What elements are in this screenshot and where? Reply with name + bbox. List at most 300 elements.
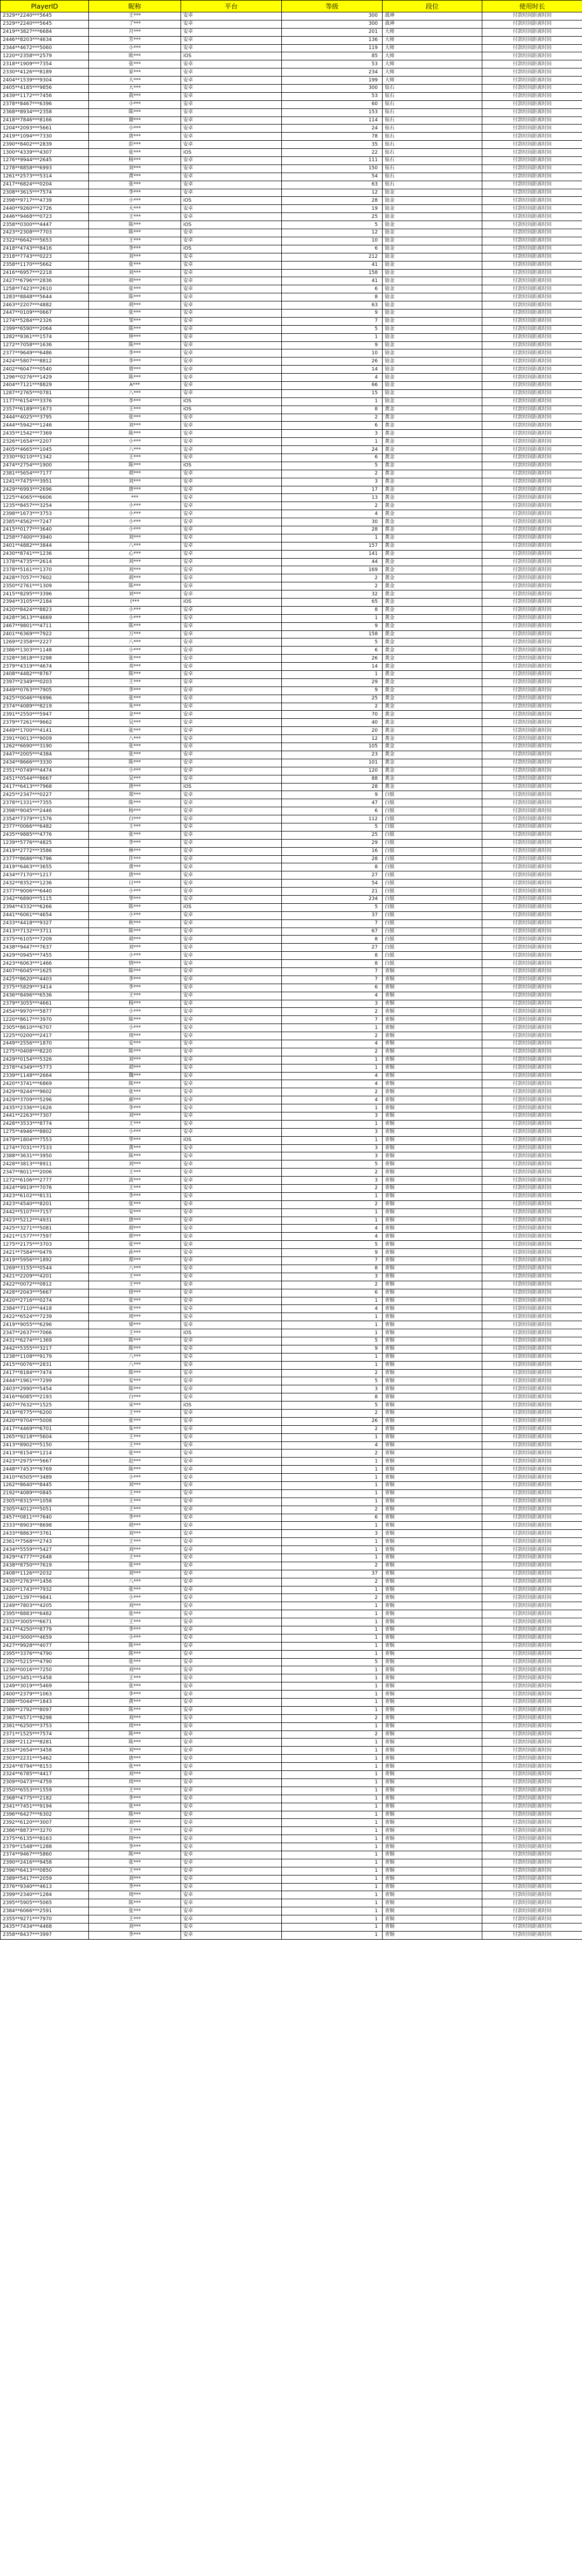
table-row[interactable] bbox=[1, 1803, 582, 1811]
table-row[interactable] bbox=[1, 366, 582, 374]
table-row[interactable] bbox=[1, 1506, 582, 1514]
header-nickname[interactable]: 昵称 bbox=[89, 1, 181, 12]
table-row[interactable] bbox=[1, 1907, 582, 1915]
table-row[interactable] bbox=[1, 1795, 582, 1803]
table-row[interactable] bbox=[1, 542, 582, 550]
cell-platform: 安卓 bbox=[181, 566, 282, 574]
table-row[interactable] bbox=[1, 526, 582, 534]
table-row[interactable] bbox=[1, 1458, 582, 1466]
table-row[interactable] bbox=[1, 1674, 582, 1682]
table-row[interactable] bbox=[1, 317, 582, 325]
cell-duration: 付款时间距离时间 bbox=[482, 1289, 582, 1297]
table-row[interactable] bbox=[1, 1835, 582, 1843]
table-row[interactable] bbox=[1, 743, 582, 751]
table-row[interactable] bbox=[1, 1409, 582, 1417]
cell-level: 199 bbox=[282, 77, 383, 85]
table-row[interactable] bbox=[1, 1000, 582, 1008]
table-row[interactable] bbox=[1, 197, 582, 205]
table-row[interactable] bbox=[1, 1691, 582, 1699]
table-row[interactable] bbox=[1, 791, 582, 799]
table-row[interactable] bbox=[1, 1747, 582, 1755]
table-row[interactable] bbox=[1, 1514, 582, 1522]
table-row[interactable] bbox=[1, 1618, 582, 1626]
table-row[interactable] bbox=[1, 1048, 582, 1056]
table-row[interactable] bbox=[1, 1064, 582, 1072]
table-row[interactable] bbox=[1, 815, 582, 823]
cell-nickname: 八*** bbox=[89, 542, 181, 550]
header-platform[interactable]: 平台 bbox=[181, 1, 282, 12]
cell-platform: 安卓 bbox=[181, 253, 282, 261]
table-row[interactable] bbox=[1, 847, 582, 855]
table-row[interactable] bbox=[1, 558, 582, 566]
table-row[interactable] bbox=[1, 1586, 582, 1594]
table-row[interactable] bbox=[1, 77, 582, 85]
header-level[interactable]: 等级 bbox=[282, 1, 383, 12]
table-row[interactable] bbox=[1, 582, 582, 590]
table-row[interactable] bbox=[1, 799, 582, 807]
table-row[interactable] bbox=[1, 1634, 582, 1642]
cell-player-id: 2428**2043***5667 bbox=[1, 1289, 89, 1297]
table-row[interactable] bbox=[1, 1233, 582, 1241]
table-row[interactable] bbox=[1, 686, 582, 695]
table-row[interactable] bbox=[1, 1393, 582, 1402]
table-row[interactable] bbox=[1, 590, 582, 599]
table-row[interactable] bbox=[1, 245, 582, 253]
table-row[interactable] bbox=[1, 880, 582, 888]
table-row[interactable] bbox=[1, 839, 582, 847]
table-row[interactable] bbox=[1, 1883, 582, 1891]
table-row[interactable] bbox=[1, 1128, 582, 1136]
table-row[interactable] bbox=[1, 1578, 582, 1586]
table-row[interactable] bbox=[1, 1297, 582, 1305]
table-row[interactable] bbox=[1, 1474, 582, 1482]
table-row[interactable] bbox=[1, 1610, 582, 1618]
cell-level: 7 bbox=[282, 1016, 383, 1024]
table-row[interactable] bbox=[1, 1200, 582, 1208]
table-row[interactable] bbox=[1, 711, 582, 719]
table-row[interactable] bbox=[1, 1843, 582, 1851]
table-row[interactable] bbox=[1, 606, 582, 614]
table-row[interactable] bbox=[1, 1273, 582, 1281]
table-row[interactable] bbox=[1, 903, 582, 911]
table-row[interactable] bbox=[1, 213, 582, 221]
cell-duration: 付款时间距离时间 bbox=[482, 446, 582, 454]
table-row[interactable] bbox=[1, 599, 582, 607]
table-row[interactable] bbox=[1, 1016, 582, 1024]
table-row[interactable] bbox=[1, 703, 582, 711]
table-row[interactable] bbox=[1, 574, 582, 582]
table-row[interactable] bbox=[1, 1931, 582, 1939]
table-row[interactable] bbox=[1, 92, 582, 100]
table-row[interactable] bbox=[1, 1666, 582, 1674]
table-row[interactable] bbox=[1, 1923, 582, 1931]
table-row[interactable] bbox=[1, 1739, 582, 1747]
table-row[interactable] bbox=[1, 759, 582, 767]
table-row[interactable] bbox=[1, 1497, 582, 1506]
table-row[interactable] bbox=[1, 1755, 582, 1763]
table-row[interactable] bbox=[1, 293, 582, 301]
cell-platform: 安卓 bbox=[181, 1803, 282, 1811]
table-row[interactable] bbox=[1, 638, 582, 647]
cell-rank: 青铜 bbox=[383, 1674, 482, 1682]
table-row[interactable] bbox=[1, 1658, 582, 1666]
table-row[interactable] bbox=[1, 1425, 582, 1433]
table-row[interactable] bbox=[1, 205, 582, 213]
table-row[interactable] bbox=[1, 1867, 582, 1875]
table-row[interactable] bbox=[1, 1281, 582, 1289]
cell-nickname: 杨*** bbox=[89, 1000, 181, 1008]
table-row[interactable] bbox=[1, 1257, 582, 1265]
table-row[interactable] bbox=[1, 277, 582, 285]
table-row[interactable] bbox=[1, 1337, 582, 1345]
table-row[interactable] bbox=[1, 1546, 582, 1554]
table-row[interactable] bbox=[1, 1169, 582, 1177]
table-row[interactable] bbox=[1, 502, 582, 510]
table-row[interactable] bbox=[1, 349, 582, 358]
cell-nickname: 芳*** bbox=[89, 36, 181, 44]
table-row[interactable] bbox=[1, 1040, 582, 1048]
table-row[interactable] bbox=[1, 1562, 582, 1570]
table-row[interactable] bbox=[1, 919, 582, 928]
cell-duration: 付款时间距离时间 bbox=[482, 181, 582, 189]
table-row[interactable] bbox=[1, 285, 582, 293]
table-row[interactable] bbox=[1, 1265, 582, 1273]
table-row[interactable] bbox=[1, 952, 582, 960]
table-row[interactable] bbox=[1, 783, 582, 791]
table-row[interactable] bbox=[1, 20, 582, 28]
table-row[interactable] bbox=[1, 438, 582, 446]
table-row[interactable] bbox=[1, 992, 582, 1000]
cell-platform: 安卓 bbox=[181, 1425, 282, 1433]
table-row[interactable] bbox=[1, 1682, 582, 1691]
table-row[interactable] bbox=[1, 125, 582, 133]
table-row[interactable] bbox=[1, 1056, 582, 1064]
table-row[interactable] bbox=[1, 1522, 582, 1530]
cell-platform: 安卓 bbox=[181, 12, 282, 20]
table-row[interactable] bbox=[1, 1699, 582, 1707]
table-row[interactable] bbox=[1, 888, 582, 896]
table-row[interactable] bbox=[1, 333, 582, 341]
table-row[interactable] bbox=[1, 1160, 582, 1169]
table-row[interactable] bbox=[1, 566, 582, 574]
table-row[interactable] bbox=[1, 1730, 582, 1739]
table-row[interactable] bbox=[1, 1249, 582, 1257]
table-row[interactable] bbox=[1, 1008, 582, 1016]
table-row[interactable] bbox=[1, 1706, 582, 1714]
table-row[interactable] bbox=[1, 1377, 582, 1385]
table-row[interactable] bbox=[1, 28, 582, 36]
cell-level: 2 bbox=[282, 1562, 383, 1570]
table-row[interactable] bbox=[1, 133, 582, 141]
table-row[interactable] bbox=[1, 454, 582, 462]
cell-level: 234 bbox=[282, 895, 383, 903]
table-row[interactable] bbox=[1, 1570, 582, 1578]
table-row[interactable] bbox=[1, 751, 582, 759]
cell-player-id: 2350**2761***1309 bbox=[1, 582, 89, 590]
table-row[interactable] bbox=[1, 831, 582, 839]
table-row[interactable] bbox=[1, 157, 582, 165]
cell-nickname: 刘*** bbox=[89, 1747, 181, 1755]
cell-rank: 白银 bbox=[383, 944, 482, 952]
table-row[interactable] bbox=[1, 1369, 582, 1377]
table-row[interactable] bbox=[1, 237, 582, 245]
table-row[interactable] bbox=[1, 1096, 582, 1104]
cell-rank: 黄金 bbox=[383, 703, 482, 711]
cell-nickname: 张*** bbox=[89, 727, 181, 735]
table-row[interactable] bbox=[1, 775, 582, 783]
table-row[interactable] bbox=[1, 863, 582, 871]
cell-nickname: 八*** bbox=[89, 1353, 181, 1361]
table-row[interactable] bbox=[1, 1489, 582, 1497]
table-row[interactable] bbox=[1, 1225, 582, 1233]
table-row[interactable] bbox=[1, 1208, 582, 1217]
table-row[interactable] bbox=[1, 976, 582, 984]
cell-duration: 付款时间距离时间 bbox=[482, 261, 582, 269]
table-row[interactable] bbox=[1, 1851, 582, 1859]
header-duration[interactable]: 使用时长 bbox=[482, 1, 582, 12]
cell-nickname: 张*** bbox=[89, 1305, 181, 1313]
table-row[interactable] bbox=[1, 1602, 582, 1610]
table-row[interactable] bbox=[1, 1144, 582, 1152]
cell-duration: 付款时间距离时间 bbox=[482, 630, 582, 638]
table-row[interactable] bbox=[1, 1538, 582, 1546]
cell-rank: 铂金 bbox=[383, 301, 482, 310]
table-row[interactable] bbox=[1, 960, 582, 968]
table-row[interactable] bbox=[1, 1433, 582, 1441]
table-row[interactable] bbox=[1, 695, 582, 703]
table-row[interactable] bbox=[1, 1192, 582, 1200]
table-row[interactable] bbox=[1, 68, 582, 77]
table-row[interactable] bbox=[1, 678, 582, 686]
table-row[interactable] bbox=[1, 1217, 582, 1225]
table-row[interactable] bbox=[1, 1417, 582, 1425]
cell-nickname: 唐*** bbox=[89, 1755, 181, 1763]
table-row[interactable] bbox=[1, 173, 582, 181]
table-row[interactable] bbox=[1, 149, 582, 157]
table-row[interactable] bbox=[1, 1120, 582, 1128]
table-row[interactable] bbox=[1, 823, 582, 831]
table-row[interactable] bbox=[1, 1827, 582, 1835]
table-row[interactable] bbox=[1, 1859, 582, 1867]
table-row[interactable] bbox=[1, 1899, 582, 1907]
cell-level: 1 bbox=[282, 1481, 383, 1489]
table-row[interactable] bbox=[1, 358, 582, 366]
table-row[interactable] bbox=[1, 727, 582, 735]
table-row[interactable] bbox=[1, 164, 582, 173]
table-row[interactable] bbox=[1, 414, 582, 422]
table-row[interactable] bbox=[1, 1763, 582, 1771]
table-row[interactable] bbox=[1, 189, 582, 197]
table-row[interactable] bbox=[1, 647, 582, 655]
table-row[interactable] bbox=[1, 622, 582, 630]
table-row[interactable] bbox=[1, 936, 582, 944]
table-row[interactable] bbox=[1, 1289, 582, 1297]
table-row[interactable] bbox=[1, 1385, 582, 1393]
cell-player-id: 2390**2416***9458 bbox=[1, 1859, 89, 1867]
table-row[interactable] bbox=[1, 967, 582, 976]
cell-rank: 青铜 bbox=[383, 1554, 482, 1562]
table-row[interactable] bbox=[1, 470, 582, 478]
table-row[interactable] bbox=[1, 1088, 582, 1096]
table-row[interactable] bbox=[1, 1152, 582, 1160]
table-row[interactable] bbox=[1, 1321, 582, 1329]
table-row[interactable] bbox=[1, 141, 582, 149]
cell-duration: 付款时间距离时间 bbox=[482, 1691, 582, 1699]
table-row[interactable] bbox=[1, 1811, 582, 1819]
table-row[interactable] bbox=[1, 253, 582, 261]
table-row[interactable] bbox=[1, 1353, 582, 1361]
table-row[interactable] bbox=[1, 1402, 582, 1410]
table-row[interactable] bbox=[1, 1466, 582, 1474]
table-row[interactable] bbox=[1, 494, 582, 502]
table-row[interactable] bbox=[1, 807, 582, 815]
table-row[interactable] bbox=[1, 1072, 582, 1080]
table-row[interactable] bbox=[1, 446, 582, 454]
table-row[interactable] bbox=[1, 510, 582, 518]
table-row[interactable] bbox=[1, 1305, 582, 1313]
table-row[interactable] bbox=[1, 871, 582, 880]
table-row[interactable] bbox=[1, 1329, 582, 1337]
table-row[interactable] bbox=[1, 1345, 582, 1353]
table-row[interactable] bbox=[1, 1626, 582, 1634]
table-row[interactable] bbox=[1, 1714, 582, 1722]
table-row[interactable] bbox=[1, 1112, 582, 1121]
header-rank[interactable]: 段位 bbox=[383, 1, 482, 12]
table-row[interactable] bbox=[1, 430, 582, 438]
table-row[interactable] bbox=[1, 614, 582, 622]
table-row[interactable] bbox=[1, 44, 582, 52]
table-row[interactable] bbox=[1, 486, 582, 494]
table-row[interactable] bbox=[1, 36, 582, 44]
cell-level: 1 bbox=[282, 1835, 383, 1843]
table-body bbox=[1, 12, 582, 1940]
table-row[interactable] bbox=[1, 1915, 582, 1924]
table-row[interactable] bbox=[1, 1136, 582, 1144]
table-row[interactable] bbox=[1, 1554, 582, 1562]
table-row[interactable] bbox=[1, 911, 582, 919]
table-row[interactable] bbox=[1, 1778, 582, 1787]
cell-level: 8 bbox=[282, 293, 383, 301]
cell-player-id: 2374**4089***8219 bbox=[1, 703, 89, 711]
table-row[interactable] bbox=[1, 397, 582, 406]
table-row[interactable] bbox=[1, 269, 582, 277]
table-row[interactable] bbox=[1, 1104, 582, 1112]
table-row[interactable] bbox=[1, 309, 582, 317]
cell-duration: 付款时间距离时间 bbox=[482, 976, 582, 984]
cell-platform: 安卓 bbox=[181, 1827, 282, 1835]
cell-level: 12 bbox=[282, 229, 383, 237]
table-row[interactable] bbox=[1, 52, 582, 60]
table-row[interactable] bbox=[1, 630, 582, 638]
table-row[interactable] bbox=[1, 663, 582, 671]
cell-duration: 付款时间距离时间 bbox=[482, 1586, 582, 1594]
table-row[interactable] bbox=[1, 85, 582, 93]
table-row[interactable] bbox=[1, 1819, 582, 1827]
table-row[interactable] bbox=[1, 767, 582, 775]
cell-platform: 安卓 bbox=[181, 928, 282, 936]
table-row[interactable] bbox=[1, 655, 582, 663]
table-row[interactable] bbox=[1, 1530, 582, 1538]
table-row[interactable] bbox=[1, 1024, 582, 1032]
table-row[interactable] bbox=[1, 478, 582, 486]
header-player-id[interactable]: PlayerID bbox=[1, 1, 89, 12]
table-row[interactable] bbox=[1, 895, 582, 903]
table-row[interactable] bbox=[1, 1450, 582, 1458]
table-row[interactable] bbox=[1, 1361, 582, 1369]
table-row[interactable] bbox=[1, 1722, 582, 1730]
cell-level: 41 bbox=[282, 277, 383, 285]
table-row[interactable] bbox=[1, 735, 582, 743]
cell-player-id: 2417**4250***8779 bbox=[1, 1626, 89, 1634]
table-row[interactable] bbox=[1, 406, 582, 414]
table-row[interactable] bbox=[1, 928, 582, 936]
table-row[interactable] bbox=[1, 1787, 582, 1795]
cell-duration: 付款时间距离时间 bbox=[482, 1152, 582, 1160]
cell-player-id: 2440**9260***2726 bbox=[1, 205, 89, 213]
table-row[interactable] bbox=[1, 719, 582, 727]
table-row[interactable] bbox=[1, 1771, 582, 1779]
table-row[interactable] bbox=[1, 534, 582, 542]
table-row[interactable] bbox=[1, 1313, 582, 1321]
table-row[interactable] bbox=[1, 325, 582, 333]
table-row[interactable] bbox=[1, 1891, 582, 1899]
table-row[interactable] bbox=[1, 671, 582, 679]
table-row[interactable] bbox=[1, 1185, 582, 1193]
table-row[interactable] bbox=[1, 1241, 582, 1249]
table-row[interactable] bbox=[1, 1080, 582, 1088]
cell-platform: 安卓 bbox=[181, 1883, 282, 1891]
table-row[interactable] bbox=[1, 462, 582, 470]
cell-duration: 付款时间距离时间 bbox=[482, 125, 582, 133]
table-row[interactable] bbox=[1, 116, 582, 125]
table-row[interactable] bbox=[1, 1177, 582, 1185]
table-row[interactable] bbox=[1, 100, 582, 108]
table-row[interactable] bbox=[1, 550, 582, 558]
table-row[interactable] bbox=[1, 301, 582, 310]
table-row[interactable] bbox=[1, 1032, 582, 1040]
table-row[interactable] bbox=[1, 944, 582, 952]
cell-player-id: 2384**6066***2591 bbox=[1, 1907, 89, 1915]
table-row[interactable] bbox=[1, 1481, 582, 1489]
table-row[interactable] bbox=[1, 261, 582, 269]
table-row[interactable] bbox=[1, 1875, 582, 1883]
cell-nickname: 刘*** bbox=[89, 566, 181, 574]
table-row[interactable] bbox=[1, 12, 582, 20]
cell-rank: 青铜 bbox=[383, 1337, 482, 1345]
table-row[interactable] bbox=[1, 181, 582, 189]
table-row[interactable] bbox=[1, 1642, 582, 1650]
table-row[interactable] bbox=[1, 108, 582, 116]
table-row[interactable] bbox=[1, 518, 582, 526]
table-row[interactable] bbox=[1, 341, 582, 349]
table-row[interactable] bbox=[1, 389, 582, 397]
cell-nickname: 王*** bbox=[89, 12, 181, 20]
table-row[interactable] bbox=[1, 60, 582, 68]
table-row[interactable] bbox=[1, 1441, 582, 1450]
table-row[interactable] bbox=[1, 374, 582, 382]
table-row[interactable] bbox=[1, 422, 582, 430]
table-row[interactable] bbox=[1, 855, 582, 863]
table-row[interactable] bbox=[1, 221, 582, 229]
cell-nickname: 周*** bbox=[89, 1032, 181, 1040]
table-row[interactable] bbox=[1, 381, 582, 389]
cell-rank: 钻石 bbox=[383, 108, 482, 116]
table-row[interactable] bbox=[1, 1594, 582, 1602]
cell-platform: 安卓 bbox=[181, 60, 282, 68]
table-row[interactable] bbox=[1, 984, 582, 992]
table-row[interactable] bbox=[1, 229, 582, 237]
table-row[interactable] bbox=[1, 1650, 582, 1658]
